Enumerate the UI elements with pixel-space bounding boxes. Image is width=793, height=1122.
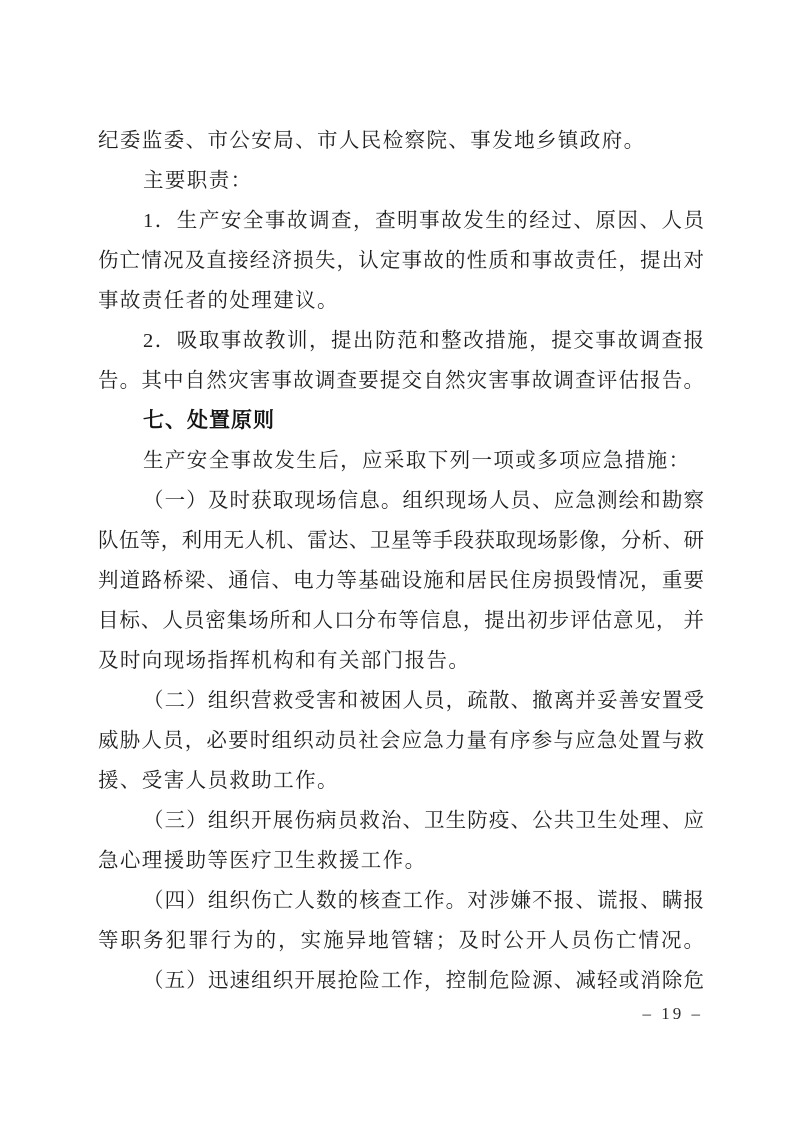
text-block — [98, 121, 704, 1001]
page-number: – 19 – — [642, 1004, 703, 1023]
text-line: 目标、人员密集场所和人口分布等信息，提出初步评估意见， 并 — [98, 610, 704, 632]
text-line: 1．生产安全事故调查，查明事故发生的经过、原因、人员 — [143, 210, 704, 232]
text-line: （五）迅速组织开展抢险工作，控制危险源、减轻或消除危 — [143, 970, 704, 992]
text-line: 威胁人员，必要时组织动员社会应急力量有序参与应急处置与救 — [98, 730, 704, 752]
text-line: 判道路桥梁、通信、电力等基础设施和居民住房损毁情况，重要 — [98, 570, 704, 592]
text-line: 告。其中自然灾害事故调查要提交自然灾害事故调查评估报告。 — [98, 370, 704, 392]
text-line: 纪委监委、市公安局、市人民检察院、事发地乡镇政府。 — [98, 130, 646, 152]
text-line: （四）组织伤亡人数的核查工作。对涉嫌不报、谎报、瞒报 — [143, 890, 704, 912]
text-line: 援、受害人员救助工作。 — [98, 770, 339, 792]
text-line: 队伍等，利用无人机、雷达、卫星等手段获取现场影像，分析、研 — [98, 530, 704, 552]
section-heading: 七、处置原则 — [143, 409, 275, 432]
text-line: 2．吸取事故教训，提出防范和整改措施，提交事故调查报 — [143, 330, 704, 352]
text-line: 急心理援助等医疗卫生救援工作。 — [98, 850, 427, 872]
text-line: 及时向现场指挥机构和有关部门报告。 — [98, 650, 471, 672]
text-line: 主要职责： — [143, 170, 253, 192]
text-line: 生产安全事故发生后，应采取下列一项或多项应急措施： — [143, 450, 691, 472]
text-line: 伤亡情况及直接经济损失，认定事故的性质和事故责任，提出对 — [98, 250, 704, 272]
text-line: （二）组织营救受害和被困人员，疏散、撤离并妥善安置受 — [143, 690, 704, 712]
text-line: 等职务犯罪行为的，实施异地管辖；及时公开人员伤亡情况。 — [98, 930, 704, 952]
text-line: （三）组织开展伤病员救治、卫生防疫、公共卫生处理、应 — [143, 810, 704, 832]
text-line: 事故责任者的处理建议。 — [98, 290, 339, 312]
text-line: （一）及时获取现场信息。组织现场人员、应急测绘和勘察 — [143, 490, 704, 512]
